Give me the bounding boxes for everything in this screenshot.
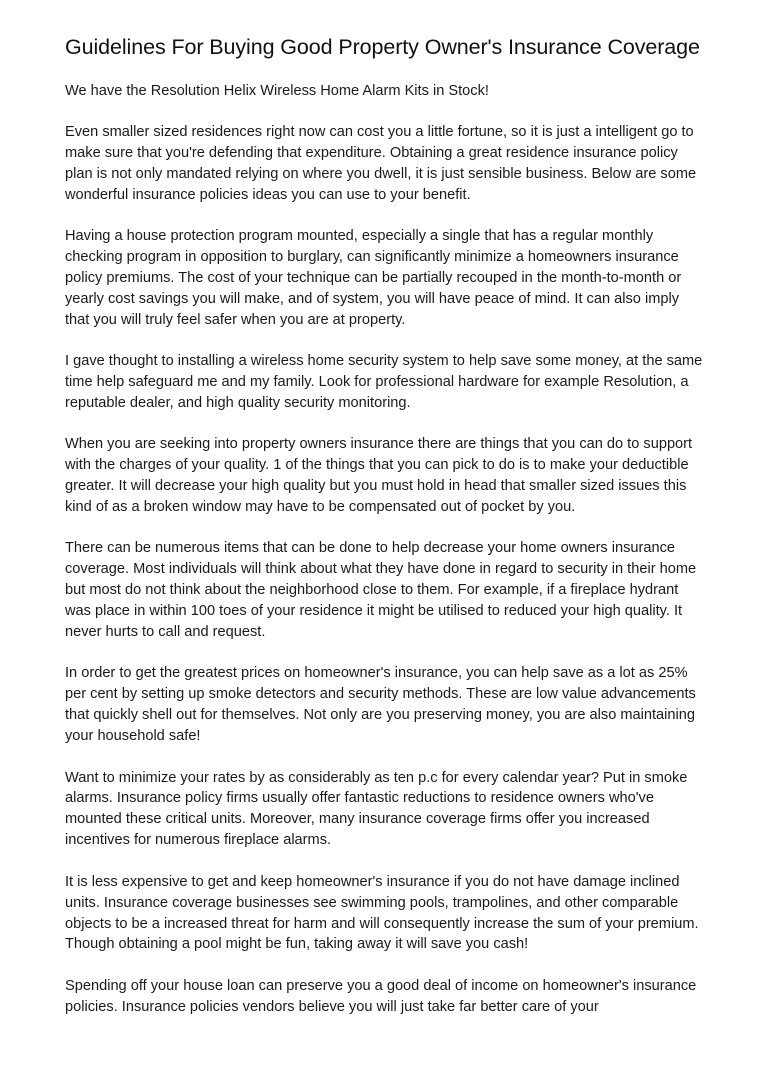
- paragraph: Want to minimize your rates by as considerably as ten p.c for every calendar year? Put in smoke alarms. Insurance policy firms usually offer fantastic reductions to residence owners who've mounted these critical units. Moreover, many insurance coverage firms offer you increased incentives for numerous fireplace alarms.: [65, 769, 688, 849]
- paragraph: In order to get the greatest prices on homeowner's insurance, you can help save as a lot as 25% per cent by setting up smoke detectors and security methods. These are low value advancements that quickly shell out for themselves. Not only are you preserving money, you are also maintaining your household safe!: [65, 665, 696, 745]
- paragraph: Even smaller sized residences right now can cost you a little fortune, so it is just a intelligent go to make sure that you're defending that expenditure. Obtaining a great residence insurance policy plan is not only mandated relying on where you dwell, it is just sensible business. Below are some wonderful insurance policies ideas you can use to your benefit.: [65, 123, 697, 203]
- paragraph: There can be numerous items that can be done to help decrease your home owners insurance coverage. Most individuals will think about what they have done in regard to security in their home but most do not think about the neighborhood close to them. For example, if a fireplace hydrant was place in within 100 toes of your residence it might be utilised to reduced your high quality. It never hurts to call and request.: [65, 540, 697, 641]
- paragraph: I gave thought to installing a wireless home security system to help save some money, at the same time help safeguard me and my family. Look for professional hardware for example Resolution, a reputable dealer, and high quality security monitoring.: [65, 353, 703, 411]
- paragraph-last: Spending off your house loan can preserve you a good deal of income on homeowner's insurance policies. Insurance policies vendors believe you will just take far better care of your: [65, 977, 697, 1015]
- paragraph: It is less expensive to get and keep homeowner's insurance if you do not have damage inclined units. Insurance coverage businesses see swimming pools, trampolines, and other comparable objects to be a increased threat for harm and will consequently increase the sum of your premium. Though obtaining a pool might be fun, taking away it will save you cash!: [65, 873, 699, 953]
- document-page: [65, 36, 705, 1038]
- paragraph: When you are seeking into property owners insurance there are things that you can do to support with the charges of your quality. 1 of the things that you can pick to do is to make your deductible greater. It will decrease your high quality but you must hold in head that smaller sized issues this kind of as a broken window may have to be compensated out of pocket by you.: [65, 436, 693, 515]
- page-title: Guidelines For Buying Good Property Owner's Insurance Coverage: [65, 35, 700, 59]
- paragraph-intro: We have the Resolution Helix Wireless Home Alarm Kits in Stock!: [65, 83, 489, 99]
- paragraph: Having a house protection program mounted, especially a single that has a regular monthly checking program in opposition to burglary, can significantly minimize a homeowners insurance policy premiums. The cost of your technique can be partially recouped in the month-to-month or yearly cost savings you will make, and of system, you will have peace of mind. It can also imply that you will truly feel safer when you are at property.: [65, 228, 682, 328]
